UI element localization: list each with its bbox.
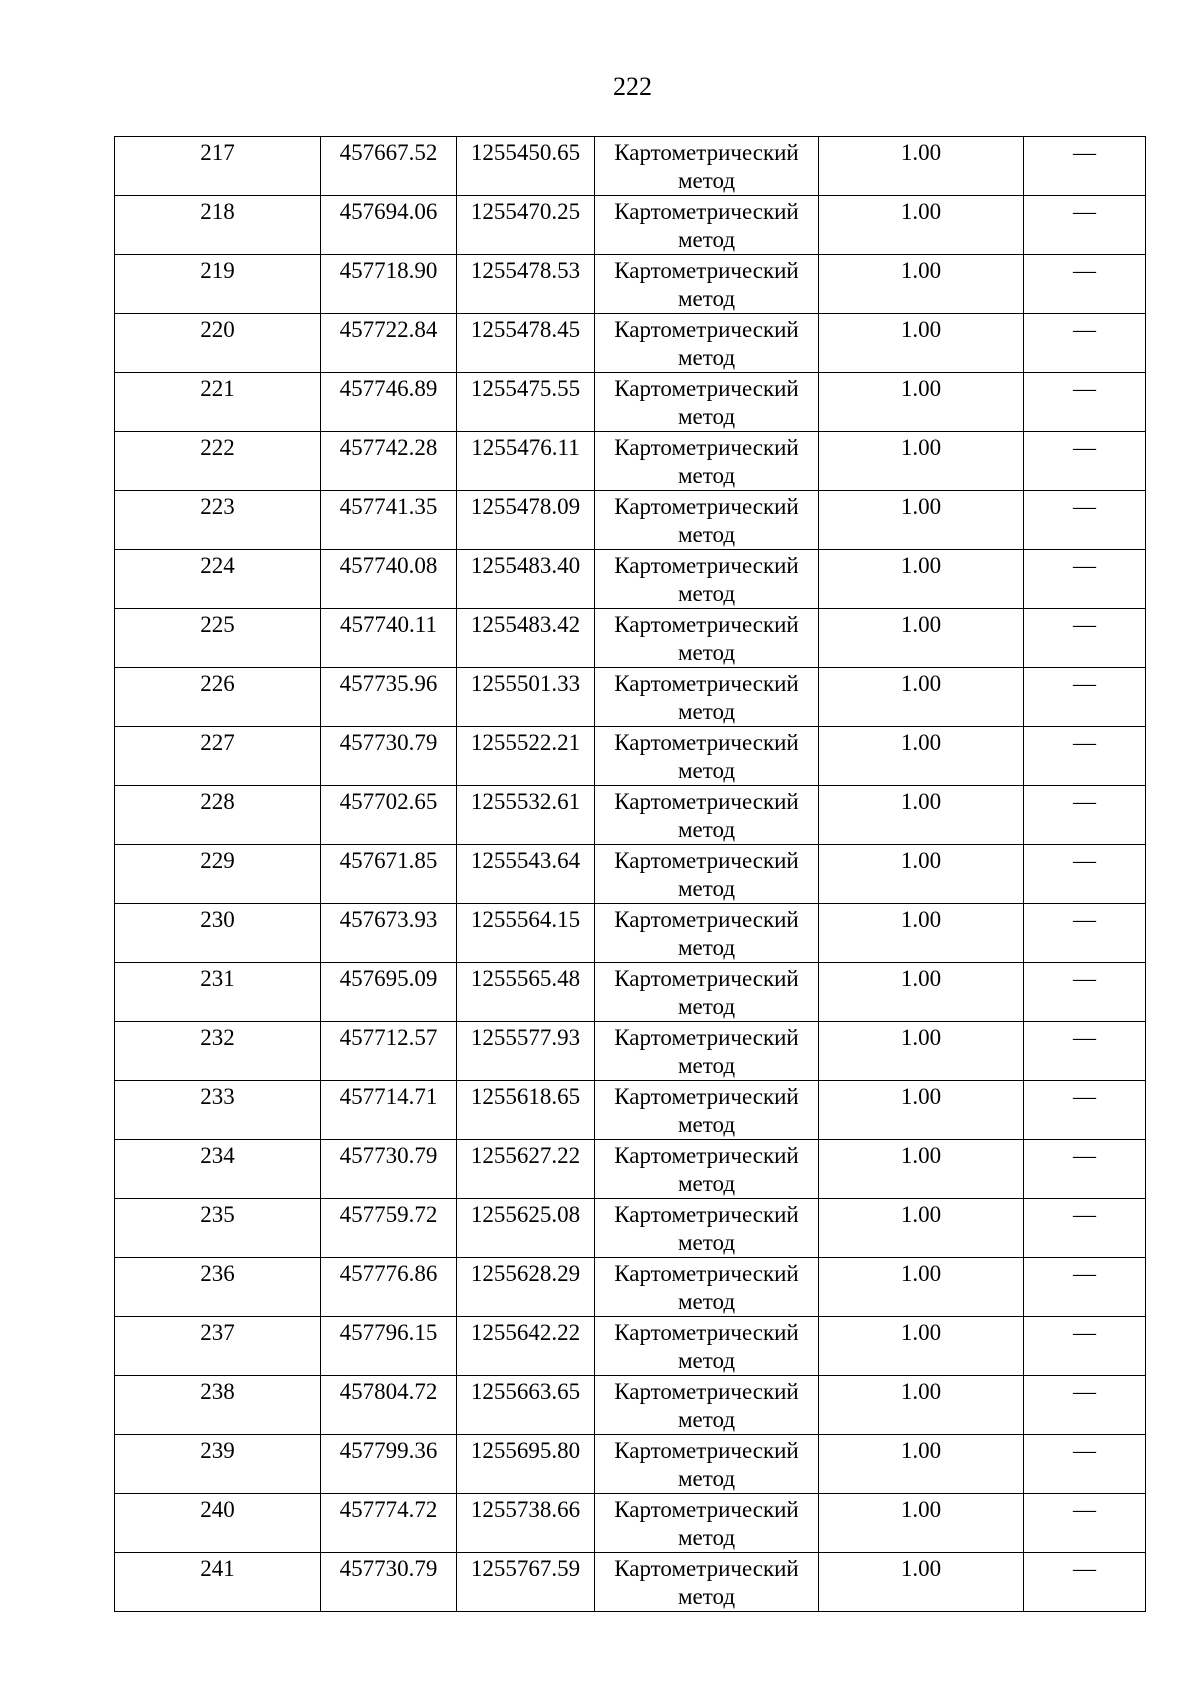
method-cell bbox=[595, 1140, 819, 1199]
y-coordinate-cell: 1255695.80 bbox=[457, 1435, 595, 1494]
method-cell bbox=[595, 668, 819, 727]
accuracy-cell: 1.00 bbox=[819, 550, 1024, 609]
method-line-1: Картометрический bbox=[614, 317, 799, 342]
table-row bbox=[115, 904, 1146, 963]
method-line-2: метод bbox=[677, 404, 736, 429]
method-cell bbox=[595, 255, 819, 314]
method-line-1: Картометрический bbox=[614, 376, 799, 401]
method-line-1: Картометрический bbox=[614, 612, 799, 637]
point-number-cell: 231 bbox=[115, 963, 321, 1022]
method-line-2: метод bbox=[677, 1230, 736, 1255]
note-cell: — bbox=[1024, 1553, 1146, 1612]
accuracy-cell: 1.00 bbox=[819, 963, 1024, 1022]
method-cell bbox=[595, 314, 819, 373]
y-coordinate-cell: 1255450.65 bbox=[457, 137, 595, 196]
point-number-cell: 240 bbox=[115, 1494, 321, 1553]
y-coordinate-cell: 1255577.93 bbox=[457, 1022, 595, 1081]
note-cell: — bbox=[1024, 1376, 1146, 1435]
accuracy-cell: 1.00 bbox=[819, 1435, 1024, 1494]
table-row bbox=[115, 727, 1146, 786]
y-coordinate-cell: 1255618.65 bbox=[457, 1081, 595, 1140]
note-cell: — bbox=[1024, 550, 1146, 609]
method-line-2: метод bbox=[677, 1407, 736, 1432]
x-coordinate-cell: 457759.72 bbox=[321, 1199, 457, 1258]
accuracy-cell: 1.00 bbox=[819, 668, 1024, 727]
note-cell: — bbox=[1024, 668, 1146, 727]
method-line-1: Картометрический bbox=[614, 966, 799, 991]
method-line-1: Картометрический bbox=[614, 1556, 799, 1581]
x-coordinate-cell: 457722.84 bbox=[321, 314, 457, 373]
x-coordinate-cell: 457796.15 bbox=[321, 1317, 457, 1376]
method-cell bbox=[595, 786, 819, 845]
point-number-cell: 217 bbox=[115, 137, 321, 196]
point-number-cell: 235 bbox=[115, 1199, 321, 1258]
accuracy-cell: 1.00 bbox=[819, 196, 1024, 255]
table-row bbox=[115, 432, 1146, 491]
y-coordinate-cell: 1255475.55 bbox=[457, 373, 595, 432]
table-row bbox=[115, 786, 1146, 845]
note-cell: — bbox=[1024, 1317, 1146, 1376]
method-line-1: Картометрический bbox=[614, 789, 799, 814]
table-row bbox=[115, 1376, 1146, 1435]
point-number-cell: 219 bbox=[115, 255, 321, 314]
x-coordinate-cell: 457746.89 bbox=[321, 373, 457, 432]
y-coordinate-cell: 1255543.64 bbox=[457, 845, 595, 904]
point-number-cell: 220 bbox=[115, 314, 321, 373]
method-line-2: метод bbox=[677, 286, 736, 311]
method-line-1: Картометрический bbox=[614, 1320, 799, 1345]
table-row bbox=[115, 845, 1146, 904]
note-cell: — bbox=[1024, 255, 1146, 314]
method-line-2: метод bbox=[677, 699, 736, 724]
x-coordinate-cell: 457776.86 bbox=[321, 1258, 457, 1317]
table-row bbox=[115, 1317, 1146, 1376]
method-cell bbox=[595, 1317, 819, 1376]
method-line-2: метод bbox=[677, 876, 736, 901]
x-coordinate-cell: 457799.36 bbox=[321, 1435, 457, 1494]
method-line-2: метод bbox=[677, 758, 736, 783]
method-line-1: Картометрический bbox=[614, 1261, 799, 1286]
method-line-2: метод bbox=[677, 1525, 736, 1550]
note-cell: — bbox=[1024, 432, 1146, 491]
method-cell bbox=[595, 845, 819, 904]
point-number-cell: 221 bbox=[115, 373, 321, 432]
y-coordinate-cell: 1255522.21 bbox=[457, 727, 595, 786]
method-line-1: Картометрический bbox=[614, 1143, 799, 1168]
accuracy-cell: 1.00 bbox=[819, 1553, 1024, 1612]
method-line-1: Картометрический bbox=[614, 199, 799, 224]
point-number-cell: 239 bbox=[115, 1435, 321, 1494]
point-number-cell: 228 bbox=[115, 786, 321, 845]
note-cell: — bbox=[1024, 1435, 1146, 1494]
x-coordinate-cell: 457673.93 bbox=[321, 904, 457, 963]
method-line-2: метод bbox=[677, 1466, 736, 1491]
method-line-2: метод bbox=[677, 1171, 736, 1196]
method-line-2: метод bbox=[677, 227, 736, 252]
accuracy-cell: 1.00 bbox=[819, 1258, 1024, 1317]
method-line-2: метод bbox=[677, 1112, 736, 1137]
coordinates-table bbox=[114, 136, 1146, 1612]
point-number-cell: 224 bbox=[115, 550, 321, 609]
x-coordinate-cell: 457712.57 bbox=[321, 1022, 457, 1081]
table-row bbox=[115, 1258, 1146, 1317]
note-cell: — bbox=[1024, 373, 1146, 432]
page-number: 222 bbox=[613, 72, 652, 101]
y-coordinate-cell: 1255501.33 bbox=[457, 668, 595, 727]
note-cell: — bbox=[1024, 786, 1146, 845]
method-cell bbox=[595, 1494, 819, 1553]
method-line-1: Картометрический bbox=[614, 435, 799, 460]
method-cell bbox=[595, 491, 819, 550]
y-coordinate-cell: 1255565.48 bbox=[457, 963, 595, 1022]
x-coordinate-cell: 457735.96 bbox=[321, 668, 457, 727]
table-row bbox=[115, 550, 1146, 609]
method-line-2: метод bbox=[677, 994, 736, 1019]
method-cell bbox=[595, 1258, 819, 1317]
method-line-2: метод bbox=[677, 640, 736, 665]
method-line-1: Картометрический bbox=[614, 140, 799, 165]
method-line-2: метод bbox=[677, 168, 736, 193]
method-cell bbox=[595, 1435, 819, 1494]
accuracy-cell: 1.00 bbox=[819, 1081, 1024, 1140]
point-number-cell: 232 bbox=[115, 1022, 321, 1081]
point-number-cell: 241 bbox=[115, 1553, 321, 1612]
table-row bbox=[115, 1081, 1146, 1140]
method-cell bbox=[595, 373, 819, 432]
table-row bbox=[115, 668, 1146, 727]
x-coordinate-cell: 457730.79 bbox=[321, 1553, 457, 1612]
y-coordinate-cell: 1255663.65 bbox=[457, 1376, 595, 1435]
method-line-1: Картометрический bbox=[614, 848, 799, 873]
y-coordinate-cell: 1255483.42 bbox=[457, 609, 595, 668]
x-coordinate-cell: 457741.35 bbox=[321, 491, 457, 550]
x-coordinate-cell: 457718.90 bbox=[321, 255, 457, 314]
method-line-1: Картометрический bbox=[614, 1497, 799, 1522]
y-coordinate-cell: 1255564.15 bbox=[457, 904, 595, 963]
point-number-cell: 226 bbox=[115, 668, 321, 727]
accuracy-cell: 1.00 bbox=[819, 1140, 1024, 1199]
x-coordinate-cell: 457774.72 bbox=[321, 1494, 457, 1553]
table-row bbox=[115, 1022, 1146, 1081]
table-row bbox=[115, 137, 1146, 196]
method-cell bbox=[595, 727, 819, 786]
method-cell bbox=[595, 963, 819, 1022]
note-cell: — bbox=[1024, 1199, 1146, 1258]
method-line-2: метод bbox=[677, 1289, 736, 1314]
method-cell bbox=[595, 550, 819, 609]
method-line-2: метод bbox=[677, 1584, 736, 1609]
method-cell bbox=[595, 137, 819, 196]
point-number-cell: 236 bbox=[115, 1258, 321, 1317]
y-coordinate-cell: 1255478.53 bbox=[457, 255, 595, 314]
point-number-cell: 237 bbox=[115, 1317, 321, 1376]
accuracy-cell: 1.00 bbox=[819, 1199, 1024, 1258]
method-line-2: метод bbox=[677, 581, 736, 606]
note-cell: — bbox=[1024, 1022, 1146, 1081]
y-coordinate-cell: 1255627.22 bbox=[457, 1140, 595, 1199]
method-line-1: Картометрический bbox=[614, 1379, 799, 1404]
accuracy-cell: 1.00 bbox=[819, 137, 1024, 196]
method-line-2: метод bbox=[677, 345, 736, 370]
note-cell: — bbox=[1024, 196, 1146, 255]
method-cell bbox=[595, 1081, 819, 1140]
x-coordinate-cell: 457804.72 bbox=[321, 1376, 457, 1435]
method-cell bbox=[595, 432, 819, 491]
accuracy-cell: 1.00 bbox=[819, 432, 1024, 491]
x-coordinate-cell: 457714.71 bbox=[321, 1081, 457, 1140]
note-cell: — bbox=[1024, 904, 1146, 963]
note-cell: — bbox=[1024, 1140, 1146, 1199]
method-line-1: Картометрический bbox=[614, 553, 799, 578]
method-cell bbox=[595, 1199, 819, 1258]
method-cell bbox=[595, 1376, 819, 1435]
table-row bbox=[115, 196, 1146, 255]
note-cell: — bbox=[1024, 137, 1146, 196]
note-cell: — bbox=[1024, 963, 1146, 1022]
point-number-cell: 229 bbox=[115, 845, 321, 904]
x-coordinate-cell: 457667.52 bbox=[321, 137, 457, 196]
y-coordinate-cell: 1255642.22 bbox=[457, 1317, 595, 1376]
accuracy-cell: 1.00 bbox=[819, 727, 1024, 786]
y-coordinate-cell: 1255476.11 bbox=[457, 432, 595, 491]
method-line-1: Картометрический bbox=[614, 1025, 799, 1050]
table-row bbox=[115, 1553, 1146, 1612]
note-cell: — bbox=[1024, 727, 1146, 786]
method-line-2: метод bbox=[677, 463, 736, 488]
note-cell: — bbox=[1024, 845, 1146, 904]
y-coordinate-cell: 1255478.45 bbox=[457, 314, 595, 373]
y-coordinate-cell: 1255532.61 bbox=[457, 786, 595, 845]
note-cell: — bbox=[1024, 314, 1146, 373]
table-row bbox=[115, 491, 1146, 550]
x-coordinate-cell: 457730.79 bbox=[321, 727, 457, 786]
table-row bbox=[115, 255, 1146, 314]
accuracy-cell: 1.00 bbox=[819, 1317, 1024, 1376]
method-line-2: метод bbox=[677, 935, 736, 960]
method-line-2: метод bbox=[677, 817, 736, 842]
accuracy-cell: 1.00 bbox=[819, 845, 1024, 904]
table-row bbox=[115, 609, 1146, 668]
method-line-2: метод bbox=[677, 522, 736, 547]
method-line-1: Картометрический bbox=[614, 494, 799, 519]
accuracy-cell: 1.00 bbox=[819, 255, 1024, 314]
method-cell bbox=[595, 1022, 819, 1081]
method-line-2: метод bbox=[677, 1053, 736, 1078]
table-row bbox=[115, 373, 1146, 432]
note-cell: — bbox=[1024, 1494, 1146, 1553]
accuracy-cell: 1.00 bbox=[819, 373, 1024, 432]
x-coordinate-cell: 457695.09 bbox=[321, 963, 457, 1022]
accuracy-cell: 1.00 bbox=[819, 786, 1024, 845]
y-coordinate-cell: 1255625.08 bbox=[457, 1199, 595, 1258]
method-line-1: Картометрический bbox=[614, 907, 799, 932]
method-line-1: Картометрический bbox=[614, 258, 799, 283]
method-line-1: Картометрический bbox=[614, 1438, 799, 1463]
point-number-cell: 238 bbox=[115, 1376, 321, 1435]
x-coordinate-cell: 457740.11 bbox=[321, 609, 457, 668]
method-cell bbox=[595, 904, 819, 963]
point-number-cell: 233 bbox=[115, 1081, 321, 1140]
method-cell bbox=[595, 1553, 819, 1612]
y-coordinate-cell: 1255738.66 bbox=[457, 1494, 595, 1553]
point-number-cell: 223 bbox=[115, 491, 321, 550]
table-row bbox=[115, 314, 1146, 373]
table-row bbox=[115, 1435, 1146, 1494]
x-coordinate-cell: 457730.79 bbox=[321, 1140, 457, 1199]
y-coordinate-cell: 1255628.29 bbox=[457, 1258, 595, 1317]
accuracy-cell: 1.00 bbox=[819, 1494, 1024, 1553]
x-coordinate-cell: 457740.08 bbox=[321, 550, 457, 609]
table-row bbox=[115, 1140, 1146, 1199]
method-line-1: Картометрический bbox=[614, 671, 799, 696]
method-line-1: Картометрический bbox=[614, 730, 799, 755]
y-coordinate-cell: 1255767.59 bbox=[457, 1553, 595, 1612]
table-row bbox=[115, 1199, 1146, 1258]
point-number-cell: 222 bbox=[115, 432, 321, 491]
y-coordinate-cell: 1255483.40 bbox=[457, 550, 595, 609]
point-number-cell: 234 bbox=[115, 1140, 321, 1199]
method-line-2: метод bbox=[677, 1348, 736, 1373]
point-number-cell: 218 bbox=[115, 196, 321, 255]
x-coordinate-cell: 457742.28 bbox=[321, 432, 457, 491]
method-cell bbox=[595, 196, 819, 255]
x-coordinate-cell: 457694.06 bbox=[321, 196, 457, 255]
method-line-1: Картометрический bbox=[614, 1202, 799, 1227]
note-cell: — bbox=[1024, 1258, 1146, 1317]
x-coordinate-cell: 457671.85 bbox=[321, 845, 457, 904]
point-number-cell: 225 bbox=[115, 609, 321, 668]
accuracy-cell: 1.00 bbox=[819, 1376, 1024, 1435]
accuracy-cell: 1.00 bbox=[819, 609, 1024, 668]
point-number-cell: 227 bbox=[115, 727, 321, 786]
table-row bbox=[115, 1494, 1146, 1553]
method-line-1: Картометрический bbox=[614, 1084, 799, 1109]
x-coordinate-cell: 457702.65 bbox=[321, 786, 457, 845]
coordinates-table-body bbox=[115, 137, 1146, 1612]
point-number-cell: 230 bbox=[115, 904, 321, 963]
note-cell: — bbox=[1024, 609, 1146, 668]
accuracy-cell: 1.00 bbox=[819, 491, 1024, 550]
note-cell: — bbox=[1024, 1081, 1146, 1140]
accuracy-cell: 1.00 bbox=[819, 904, 1024, 963]
note-cell: — bbox=[1024, 491, 1146, 550]
accuracy-cell: 1.00 bbox=[819, 314, 1024, 373]
table-row bbox=[115, 963, 1146, 1022]
y-coordinate-cell: 1255478.09 bbox=[457, 491, 595, 550]
accuracy-cell: 1.00 bbox=[819, 1022, 1024, 1081]
method-cell bbox=[595, 609, 819, 668]
y-coordinate-cell: 1255470.25 bbox=[457, 196, 595, 255]
